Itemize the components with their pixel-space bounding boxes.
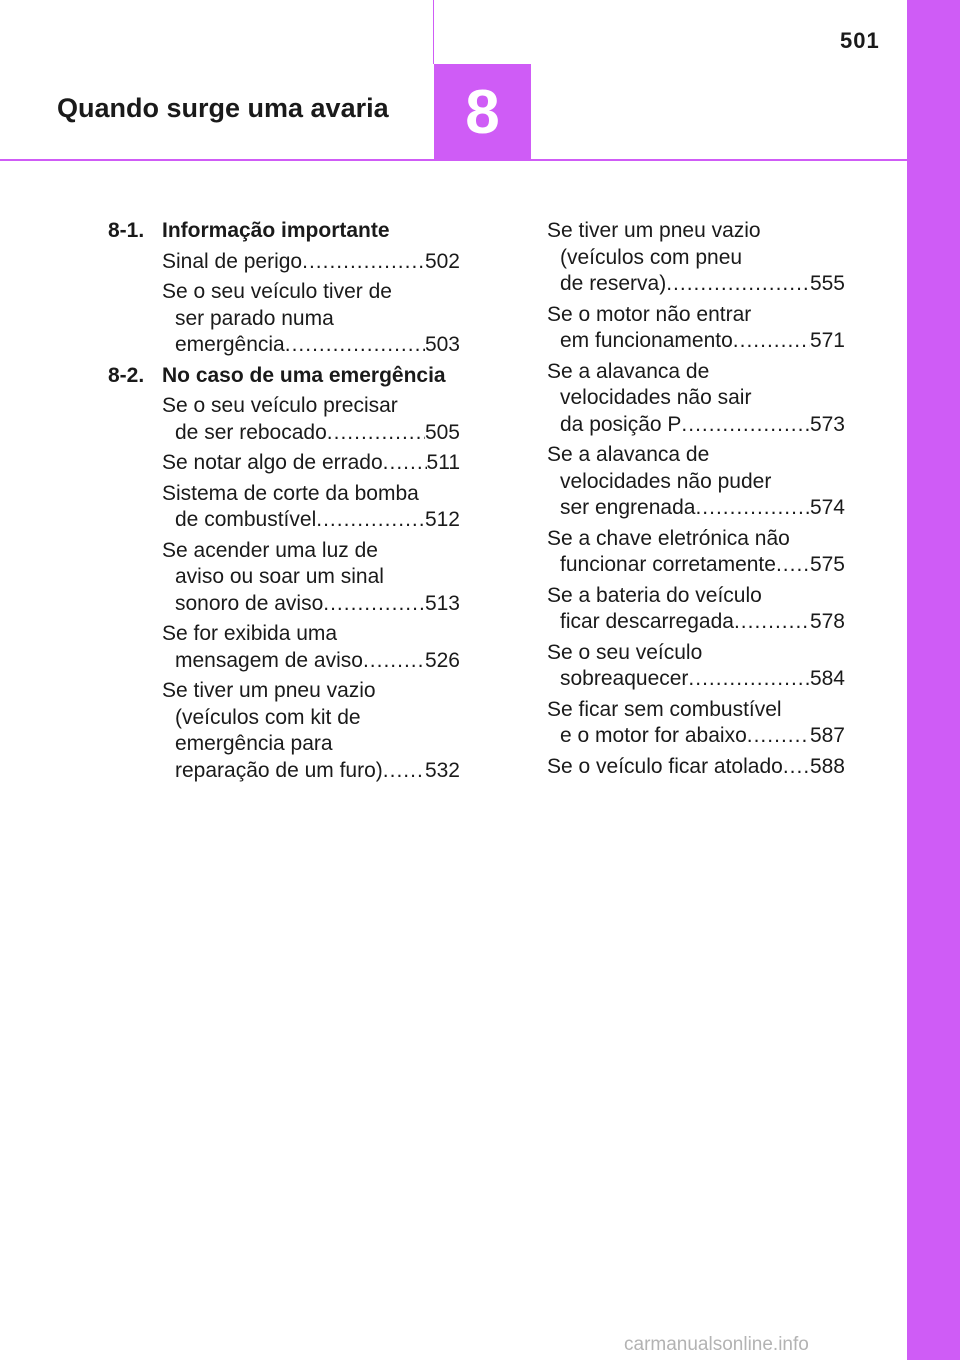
dot-leader [316,507,425,534]
toc-section-number: 8-1. [108,219,145,242]
toc-section-heading [108,363,460,390]
toc-entry-text: Se o seu veículo tiver de [162,280,392,303]
dot-leader [327,420,425,447]
toc-entry-text: e o motor for abaixo [560,724,747,747]
toc-page-number: 513 [424,591,460,615]
toc-page-number: 575 [809,553,845,576]
toc-page-number: 512 [424,508,460,531]
toc-left-column [108,218,460,788]
toc-page-number: 578 [809,610,845,633]
toc-page-number: 587 [809,724,845,747]
toc-entry-text: Se tiver um pneu vazio [162,679,376,702]
toc-entry-last-line [162,648,460,675]
toc-entry[interactable] [162,678,460,784]
toc-page-number: 532 [424,758,460,782]
toc-entry-last-line [547,552,845,579]
toc-entry[interactable] [547,359,845,439]
toc-entry-text: (veículos com kit de [175,705,361,729]
chapter-title: Quando surge uma avaria [57,93,389,123]
toc-entry-last-line [547,495,845,522]
toc-entry-last-line [547,754,845,781]
toc-entry-last-line [547,328,845,355]
toc-entry[interactable] [162,249,460,276]
dot-leader [363,648,425,675]
toc-entry-text: ser parado numa [175,306,334,330]
dot-leader [734,609,810,636]
toc-entry-last-line [162,420,460,447]
toc-entry-last-line [547,271,845,298]
toc-entry-text: Se for exibida uma [162,622,338,645]
toc-entry-last-line [547,723,845,750]
toc-entry-text: Se a alavanca de [547,359,710,383]
dot-leader [688,666,810,693]
toc-entry-text: Se tiver um pneu vazio [547,219,761,242]
toc-entry[interactable] [547,218,845,298]
chapter-side-tab [907,0,960,1360]
toc-entry-text: Se a alavanca de [547,443,710,466]
toc-entry-text: Se a bateria do veículo [547,583,762,607]
toc-section-title: Informação importante [162,219,390,242]
dot-leader [695,495,810,522]
toc-page-number: 502 [424,249,460,273]
watermark: carmanualsonline.info [624,1334,809,1355]
toc-entry-text: Se ficar sem combustível [547,697,782,721]
toc-entry[interactable] [162,393,460,446]
toc-page-number: 588 [809,754,845,778]
toc-entry-text: Se o motor não entrar [547,302,752,326]
toc-entry-text: Se o seu veículo [547,640,703,664]
toc-entry[interactable] [162,621,460,674]
toc-page-number: 574 [809,496,845,519]
toc-entry-text: de combustível [175,508,317,531]
toc-entry-text: Se o seu veículo precisar [162,394,398,417]
toc-section-number: 8-2. [108,363,145,387]
toc-entry-text: emergência [175,333,285,356]
toc-page-number: 503 [424,333,460,356]
toc-entry[interactable] [547,442,845,522]
toc-page-number: 555 [809,272,845,295]
toc-page-number: 571 [809,329,845,352]
toc-entry-text: ficar descarregada [560,610,734,633]
dot-leader [383,450,427,477]
toc-entry-text: sonoro de aviso [175,591,324,615]
toc-entry[interactable] [162,279,460,359]
dot-leader [323,591,425,618]
chapter-number-badge [434,64,531,160]
toc-entry-text: sobreaquecer [560,667,689,690]
toc-entry-last-line [162,332,460,359]
toc-entry[interactable] [547,697,845,750]
dot-leader [383,758,425,785]
toc-entry[interactable] [162,450,460,477]
toc-entry-text: velocidades não puder [560,469,772,493]
toc-entry-last-line [162,591,460,618]
toc-entry-last-line [547,666,845,693]
toc-entry-text: mensagem de aviso [175,648,363,672]
dot-leader [776,552,810,579]
dot-leader [747,723,810,750]
toc-entry-text: em funcionamento [560,329,733,352]
toc-entry-last-line [162,758,460,785]
toc-entry-text: da posição P [560,412,682,436]
toc-section-entries [108,249,460,359]
toc-section-heading [108,218,460,245]
toc-entry-last-line [547,412,845,439]
toc-entry[interactable] [547,302,845,355]
toc-entry-text: velocidades não sair [560,386,752,409]
toc-entry-last-line [162,507,460,534]
chapter-number: 8 [465,77,500,147]
toc-entry-text: de ser rebocado [175,420,327,444]
toc-entry[interactable] [547,526,845,579]
toc-entry-last-line [162,249,460,276]
toc-page-number: 584 [809,667,845,690]
toc-entry-text: aviso ou soar um sinal [175,565,384,588]
toc-entry-text: Sistema de corte da bomba [162,481,419,505]
dot-leader [302,249,425,276]
toc-entry-text: Se acender uma luz de [162,538,378,562]
toc-entry-text: ser engrenada [560,496,696,519]
toc-entry-text: funcionar corretamente [560,553,776,576]
toc-entry[interactable] [547,754,845,781]
page-number: 501 [840,28,880,53]
header-vertical-divider [433,0,434,64]
toc-page-number: 573 [809,412,845,436]
toc-entry-text: (veículos com pneu [560,245,743,269]
toc-entry-last-line [547,609,845,636]
toc-entry-text: de reserva) [560,272,667,295]
toc-right-column [547,218,845,784]
toc-page-number: 505 [424,420,460,444]
toc-entry[interactable] [547,640,845,693]
toc-entry-text: Se a chave eletrónica não [547,526,790,550]
toc-entry-text: Sinal de perigo [162,249,303,273]
toc-entry-last-line [162,450,460,477]
toc-entry[interactable] [162,538,460,618]
dot-leader [783,754,810,781]
dot-leader [733,328,810,355]
toc-entry-text: Se o veículo ficar atolado [547,754,783,778]
dot-leader [681,412,810,439]
toc-entry-text: emergência para [175,732,333,755]
toc-entry-text: Se notar algo de errado [162,451,383,474]
toc-section-entries [108,393,460,784]
toc-page-number: 511 [426,451,460,474]
dot-leader [285,332,425,359]
toc-page-number: 526 [424,648,460,672]
toc-entry[interactable] [162,481,460,534]
toc-entry[interactable] [547,583,845,636]
dot-leader [666,271,810,298]
toc-entry-text: reparação de um furo) [175,758,383,782]
toc-section-title: No caso de uma emergência [162,363,446,387]
